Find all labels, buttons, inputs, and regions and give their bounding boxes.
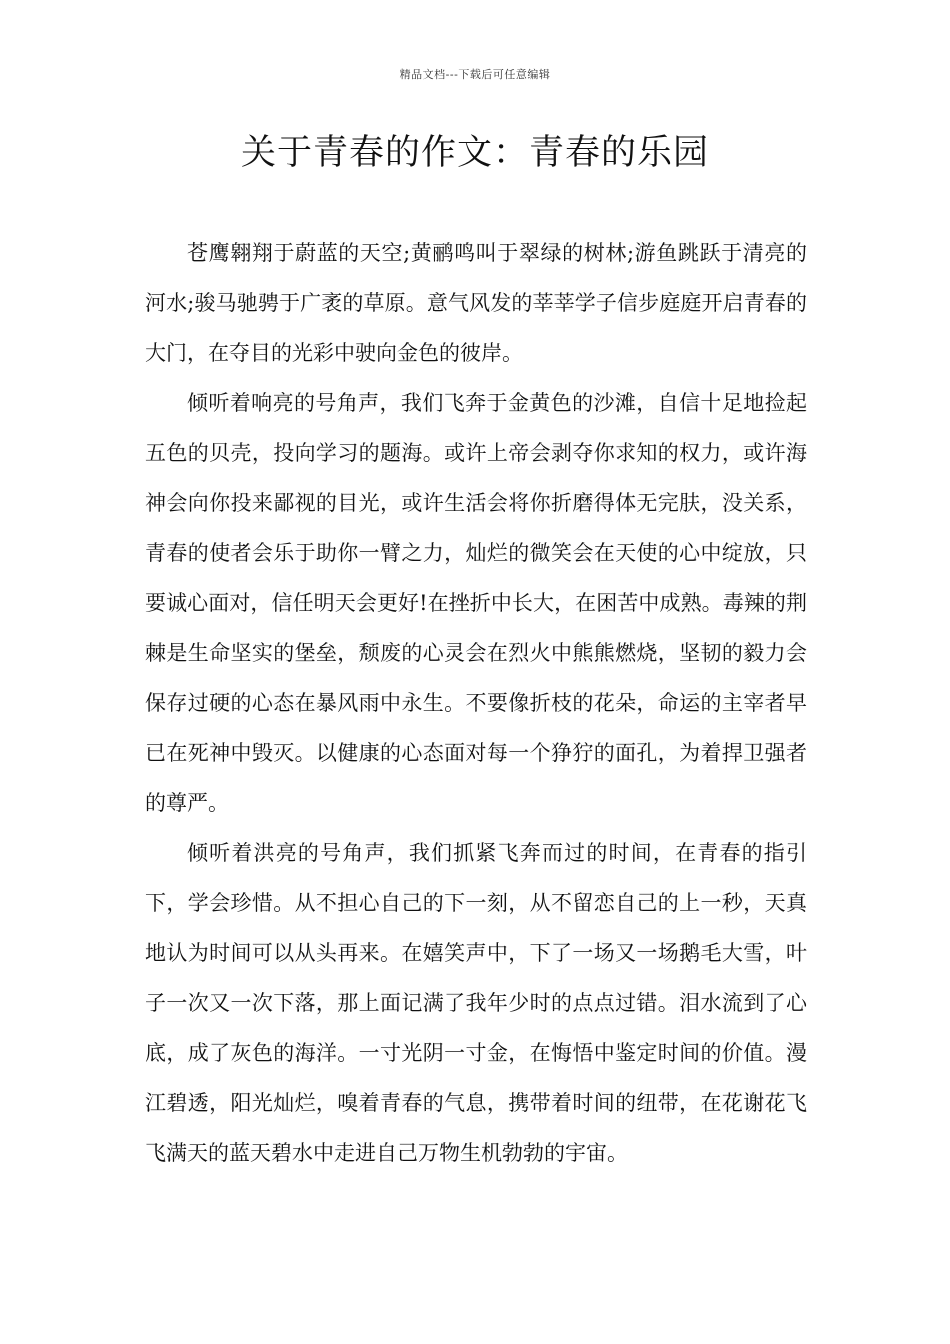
header-note: 精品文档---下载后可任意编辑 bbox=[399, 68, 551, 81]
paragraph-3: 倾听着洪亮的号角声，我们抓紧飞奔而过的时间，在青春的指引下，学会珍惜。从不担心自己的下一刻，从不留恋自己的上一秒，天真地认为时间可以从头再来。在嬉笑声中，下了一场又一场鹅毛大雪，叶子一次又一次下落，那上面记满了我年少时的点点过错。泪水流到了心底，成了灰色的海洋。一寸光阴一寸金，在悔悟中鉴定时间的价值。漫江碧透，阳光灿烂，嗅着青春的气息，携带着时间的纽带，在花谢花飞飞满天的蓝天碧水中走进自己万物生机勃勃的宇宙。 bbox=[145, 841, 807, 1165]
document-title: 关于青春的作文：青春的乐园 bbox=[240, 133, 709, 173]
paragraph-1: 苍鹰翱翔于蔚蓝的天空;黄鹂鸣叫于翠绿的树林;游鱼跳跃于清亮的河水;骏马驰骋于广袤的草原。意气风发的莘莘学子信步庭庭开启青春的大门，在夺目的光彩中驶向金色的彼岸。 bbox=[145, 241, 807, 365]
paragraph-2: 倾听着响亮的号角声，我们飞奔于金黄色的沙滩，自信十足地捡起五色的贝壳，投向学习的题海。或许上帝会剥夺你求知的权力，或许海神会向你投来鄙视的目光，或许生活会将你折磨得体无完肤，没关系，青春的使者会乐于助你一臂之力，灿烂的微笑会在天使的心中绽放，只要诚心面对，信任明天会更好!在挫折中长大，在困苦中成熟。毒辣的荆棘是生命坚实的堡垒，颓废的心灵会在烈火中熊熊燃烧，坚韧的毅力会保存过硬的心态在暴风雨中永生。不要像折枝的花朵，命运的主宰者早已在死神中毁灭。以健康的心态面对每一个狰狞的面孔，为着捍卫强者的尊严。 bbox=[145, 391, 807, 815]
document-body bbox=[145, 228, 807, 1178]
